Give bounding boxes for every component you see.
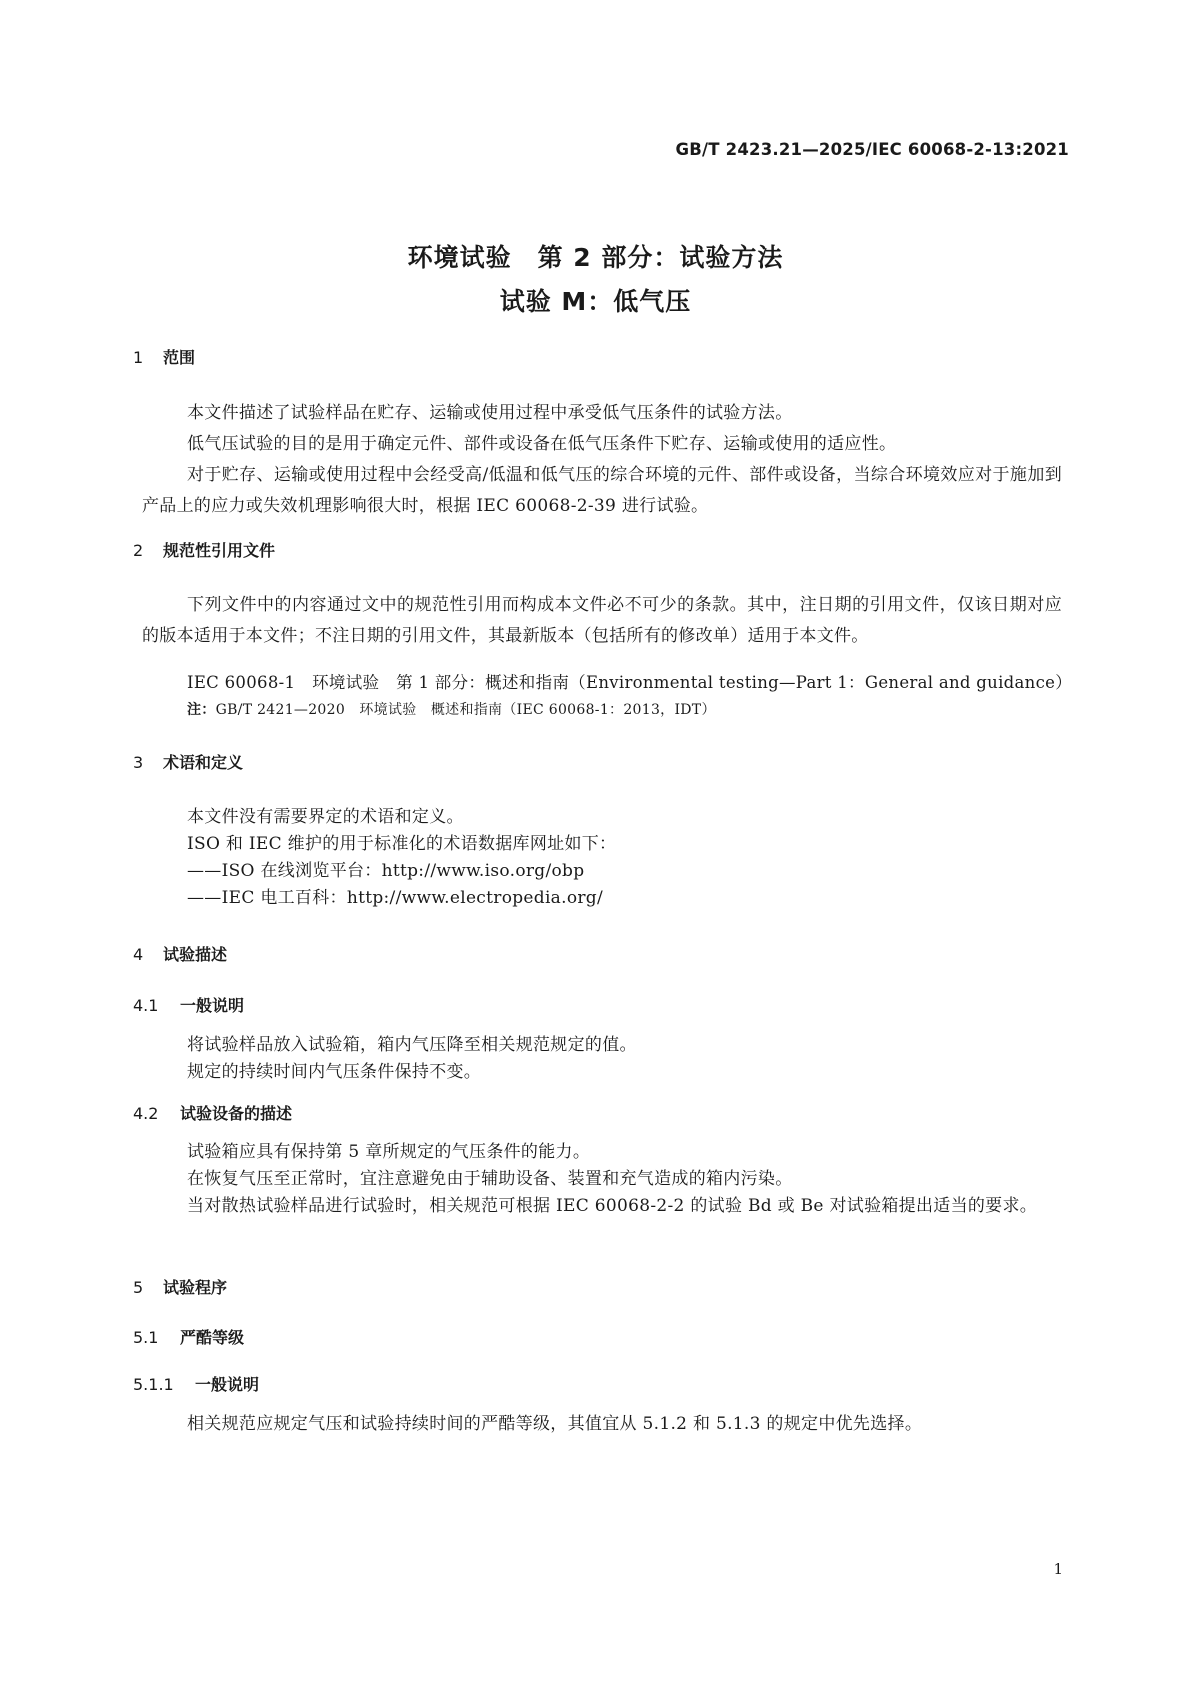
- section-3-paragraph-2: ISO 和 IEC 维护的用于标准化的术语数据库网址如下：: [187, 834, 617, 854]
- section-number: 4: [133, 945, 144, 964]
- section-title: 试验设备的描述: [180, 1104, 293, 1123]
- section-1-paragraph-2: 低气压试验的目的是用于确定元件、部件或设备在低气压条件下贮存、运输或使用的适应性。: [187, 434, 897, 454]
- section-title: 范围: [163, 348, 196, 367]
- section-1-paragraph-3: 对于贮存、运输或使用过程中会经受高/低温和低气压的综合环境的元件、部件或设备，当综合环境效应对于施加到产品上的应力或失效机理影响很大时，根据 IEC 60068-2-39 进行试验。: [142, 465, 1062, 516]
- note-text: GB/T 2421—2020 环境试验 概述和指南（IEC 60068-1：2013，IDT）: [215, 702, 716, 718]
- section-title: 一般说明: [180, 996, 245, 1015]
- section-title: 规范性引用文件: [163, 541, 276, 560]
- section-number: 5.1: [133, 1328, 159, 1347]
- section-2-paragraph-1: 下列文件中的内容通过文中的规范性引用而构成本文件必不可少的条款。其中，注日期的引用文件，仅该日期对应的版本适用于本文件；不注日期的引用文件，其最新版本（包括所有的修改单）适用于本文件。: [142, 595, 1062, 646]
- section-number: 2: [133, 541, 144, 560]
- section-3-heading: [133, 750, 243, 773]
- term-database-iec[interactable]: ——IEC 电工百科：http://www.electropedia.org/: [187, 888, 603, 908]
- section-3-paragraph-1: 本文件没有需要界定的术语和定义。: [187, 807, 464, 827]
- term-database-iso[interactable]: ——ISO 在线浏览平台：http://www.iso.org/obp: [187, 861, 585, 881]
- standard-code: GB/T 2423.21—2025/IEC 60068-2-13:2021: [675, 140, 1069, 159]
- section-title: 严酷等级: [180, 1328, 245, 1347]
- normative-reference: IEC 60068-1 环境试验 第 1 部分：概述和指南（Environmental testing—Part 1：General and guidance）: [187, 673, 1072, 692]
- section-4-1-heading: [133, 993, 244, 1016]
- section-title: 一般说明: [195, 1375, 260, 1394]
- section-title: 术语和定义: [163, 753, 244, 772]
- page-number: 1: [1053, 1560, 1063, 1578]
- section-4-heading: [133, 942, 227, 965]
- section-4-2-paragraph-2: 在恢复气压至正常时，宜注意避免由于辅助设备、装置和充气造成的箱内污染。: [187, 1169, 793, 1189]
- section-number: 4.2: [133, 1104, 159, 1123]
- section-4-2-paragraph-1: 试验箱应具有保持第 5 章所规定的气压条件的能力。: [187, 1142, 591, 1162]
- reference-note: [187, 699, 716, 719]
- section-4-2-paragraph-3: 当对散热试验样品进行试验时，相关规范可根据 IEC 60068-2-2 的试验 Bd 或 Be 对试验箱提出适当的要求。: [187, 1196, 1038, 1216]
- section-title: 试验程序: [163, 1278, 228, 1297]
- document-subtitle: 试验 M：低气压: [499, 287, 692, 316]
- section-5-1-1-paragraph-1: 相关规范应规定气压和试验持续时间的严酷等级，其值宜从 5.1.2 和 5.1.3 的规定中优先选择。: [187, 1414, 923, 1434]
- section-5-heading: [133, 1275, 227, 1298]
- section-4-1-paragraph-1: 将试验样品放入试验箱，箱内气压降至相关规范规定的值。: [187, 1035, 637, 1055]
- section-4-1-paragraph-2: 规定的持续时间内气压条件保持不变。: [187, 1062, 482, 1082]
- section-2-heading: [133, 538, 275, 561]
- section-1-paragraph-1: 本文件描述了试验样品在贮存、运输或使用过程中承受低气压条件的试验方法。: [187, 403, 793, 423]
- section-5-1-heading: [133, 1325, 244, 1348]
- section-number: 1: [133, 348, 144, 367]
- section-1-heading: [133, 345, 195, 368]
- section-number: 5: [133, 1278, 144, 1297]
- section-4-2-heading: [133, 1101, 292, 1124]
- note-label: 注：: [187, 702, 216, 718]
- section-number: 5.1.1: [133, 1375, 174, 1394]
- document-title: 环境试验 第 2 部分：试验方法: [407, 243, 784, 272]
- section-title: 试验描述: [163, 945, 228, 964]
- section-5-1-1-heading: [133, 1372, 259, 1395]
- section-number: 3: [133, 753, 144, 772]
- section-number: 4.1: [133, 996, 159, 1015]
